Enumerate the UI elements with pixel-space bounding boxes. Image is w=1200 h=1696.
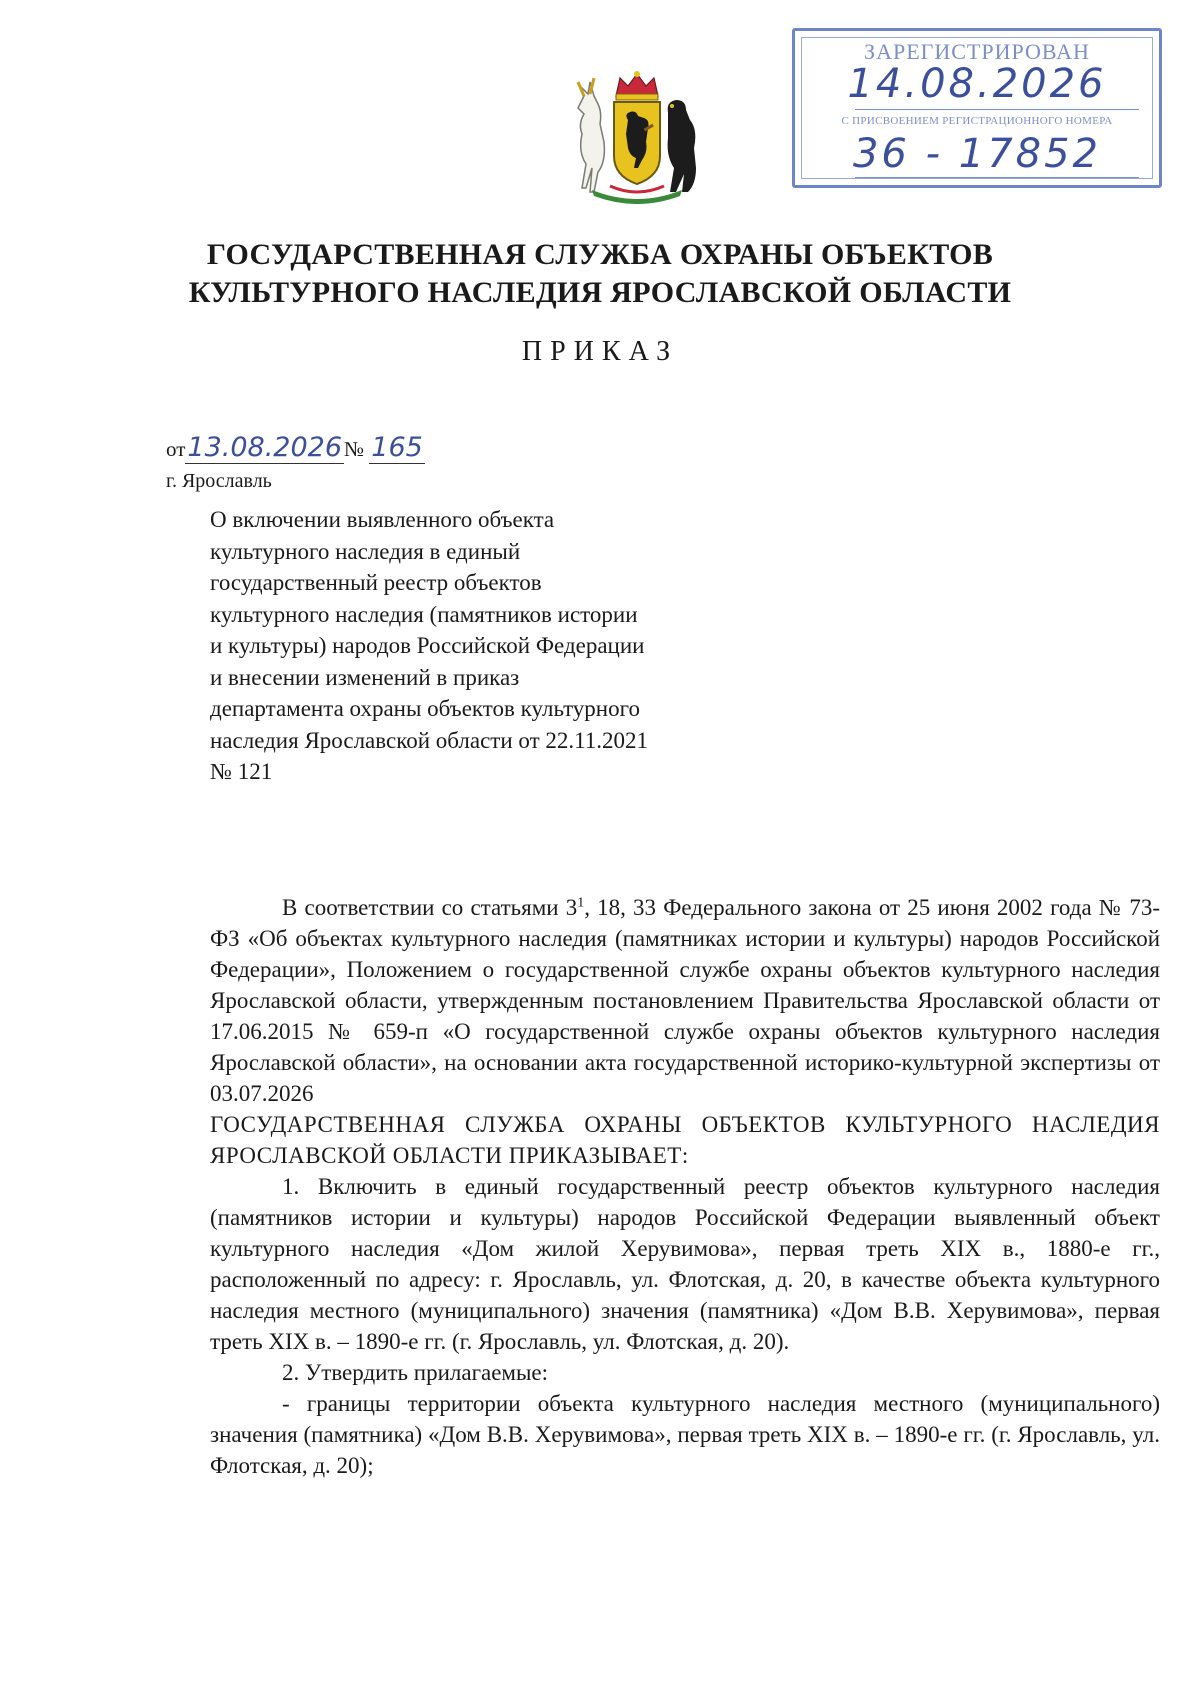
directive-paragraph: ГОСУДАРСТВЕННАЯ СЛУЖБА ОХРАНЫ ОБЪЕКТОВ КУЛЬТУРНОГО НАСЛЕДИЯ ЯРОСЛАВСКОЙ ОБЛАСТИ ПРИКАЗЫВАЕТ: bbox=[210, 1112, 1160, 1168]
item-2-paragraph: 2. Утвердить прилагаемые: bbox=[282, 1360, 549, 1385]
stamp-subtitle: С ПРИСВОЕНИЕМ РЕГИСТРАЦИОННОГО НОМЕРА bbox=[841, 115, 1113, 127]
number-label: № bbox=[344, 437, 365, 461]
agency-line-2: КУЛЬТУРНОГО НАСЛЕДИЯ ЯРОСЛАВСКОЙ ОБЛАСТИ bbox=[188, 276, 1012, 309]
document-type: ПРИКАЗ bbox=[521, 336, 679, 367]
stamp-registration-date: 14.08.2026 bbox=[847, 61, 1107, 107]
order-body bbox=[210, 892, 1160, 1481]
agency-heading bbox=[120, 236, 1080, 312]
order-number: 165 bbox=[371, 432, 423, 463]
order-subject: О включении выявленного объекта культурного наследия в единый государственный реестр объектов культурного наследия (памятников истории и культуры) народов Российской Федерации и внесении изменений в приказ департамента охраны объектов культурного наследия Ярославской области от 22.11.2021 № 121 bbox=[210, 507, 649, 784]
coat-of-arms-emblem bbox=[564, 68, 710, 208]
item-1-paragraph: 1. Включить в единый государственный реестр объектов культурного наследия (памятников истории и культуры) народов Российской Федерации выявленный объект культурного наследия «Дом жилой Херувимова», первая треть XIX в., 1880-е гг., расположенный по адресу: г. Ярославль, ул. Флотская, д. 20, в качестве объекта культурного наследия местного (муниципального) значения (памятника) «Дом В.В. Херувимова», первая треть XIX в. – 1890-е гг. (г. Ярославль, ул. Флотская, д. 20). bbox=[210, 1174, 1160, 1354]
preamble-superscript: 1 bbox=[577, 895, 585, 911]
preamble-paragraph bbox=[210, 892, 1160, 1109]
from-label: от bbox=[166, 437, 186, 461]
stamp-number-underline bbox=[855, 177, 1139, 178]
stamp-registration-number: 36 - 17852 bbox=[852, 131, 1101, 177]
order-dateline bbox=[166, 432, 425, 463]
stamp-date-underline bbox=[855, 109, 1139, 110]
item-2-sub-1-paragraph: - границы территории объекта культурного наследия местного (муниципального) значения (памятника) «Дом В.В. Херувимова», первая треть XIX в. – 1890-е гг. (г. Ярославль, ул. Флотская, д. 20); bbox=[210, 1391, 1160, 1478]
agency-line-1: ГОСУДАРСТВЕННАЯ СЛУЖБА ОХРАНЫ ОБЪЕКТОВ bbox=[206, 238, 994, 271]
preamble-text-a: В соответствии со статьями 3 bbox=[282, 895, 578, 920]
registration-stamp bbox=[792, 28, 1162, 188]
preamble-text-b: , 18, 33 Федерального закона от 25 июня 2002 года № 73-ФЗ «Об объектах культурного наследия (памятниках истории и культуры) народов Российской Федерации», Положением о государственной службе охраны объектов культурного наследия Ярославской области, утвержденным постановлением Правительства Ярославской области от 17.06.2015 № 659-п «О государственной службе охраны объектов культурного наследия Ярославской области», на основании акта государственной историко-культурной экспертизы от 03.07.2026 bbox=[210, 895, 1160, 1106]
stamp-title: ЗАРЕГИСТРИРОВАН bbox=[864, 39, 1090, 64]
order-date: 13.08.2026 bbox=[187, 432, 342, 463]
order-city: г. Ярославль bbox=[166, 470, 272, 492]
